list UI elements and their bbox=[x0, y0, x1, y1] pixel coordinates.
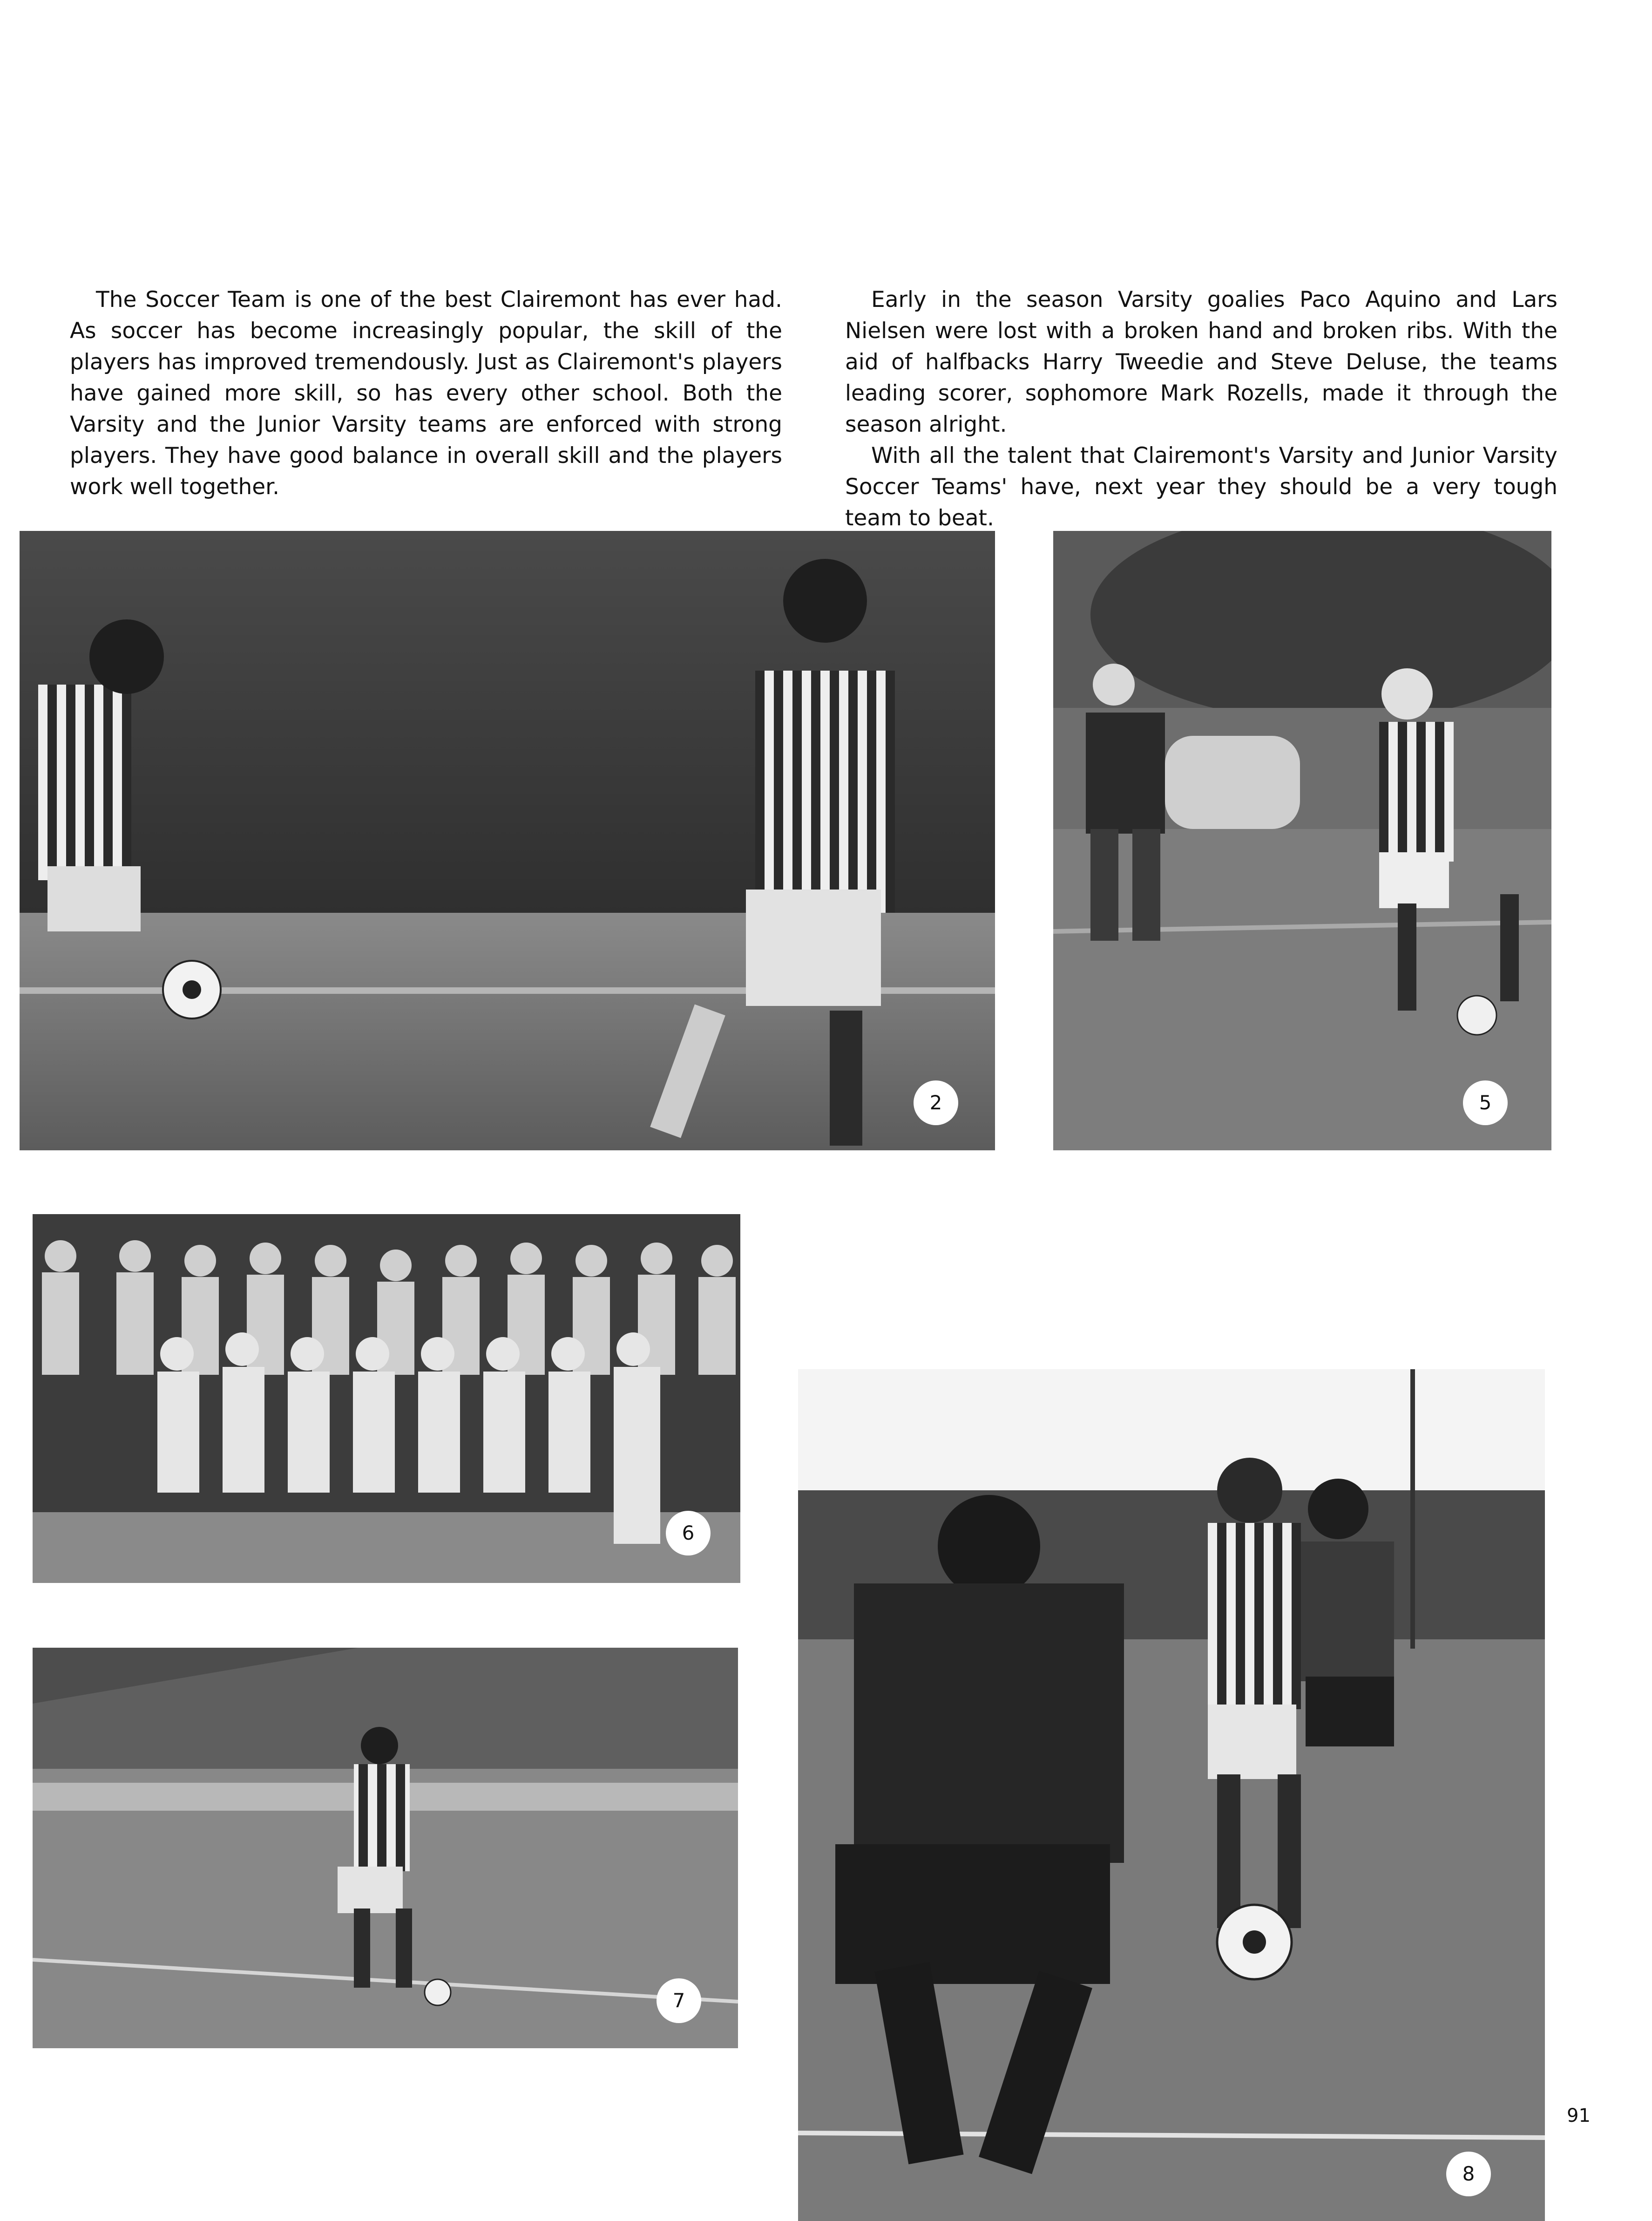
photo-number-2: 2 bbox=[914, 1080, 958, 1125]
outlook-paragraph: With all the talent that Clairemont's Varsity and Junior Varsity Soccer Teams' have, next year they should be a very tough team to beat. bbox=[845, 443, 1557, 531]
photo-7-image bbox=[33, 1648, 738, 2048]
photo-number-8: 8 bbox=[1446, 2152, 1491, 2196]
goalies-paragraph: Early in the season Varsity goalies Paco Aquino and Lars Nielsen were lost with a broken hand and broken ribs. With the aid of halfbacks Harry Tweedie and Steve Deluse, the teams leading scorer, sophomore Mark Rozells, made it through the season alright. bbox=[845, 287, 1557, 437]
photo-goalie-and-attackers bbox=[798, 1369, 1545, 2221]
photo-number-6: 6 bbox=[666, 1511, 711, 1555]
photo-shot-open-field bbox=[33, 1648, 738, 2048]
photo-8-image bbox=[798, 1369, 1545, 2221]
photo-5-image bbox=[1053, 531, 1551, 1150]
photo-kick-near-hedge bbox=[20, 531, 995, 1150]
photo-number-7: 7 bbox=[657, 1978, 701, 2023]
photo-chase-near-fence bbox=[1053, 531, 1551, 1150]
intro-paragraph: The Soccer Team is one of the best Clairemont has ever had. As soccer has become increasingly popular, the skill of the players has improved tremendously. Just as Clairemont's players have gained more skill, so has every other school. Both the Varsity and the Junior Varsity teams are enforced with strong players. They have good balance in overall skill and the players work well together. bbox=[70, 287, 782, 500]
photo-2-image bbox=[20, 531, 995, 1150]
page-number: 91 bbox=[1567, 2105, 1591, 2126]
photo-6-image bbox=[33, 1214, 740, 1583]
intro-column-left bbox=[70, 284, 782, 503]
photo-team-portrait bbox=[33, 1214, 740, 1583]
photo-number-5: 5 bbox=[1463, 1080, 1508, 1125]
intro-column-right bbox=[845, 284, 1557, 534]
